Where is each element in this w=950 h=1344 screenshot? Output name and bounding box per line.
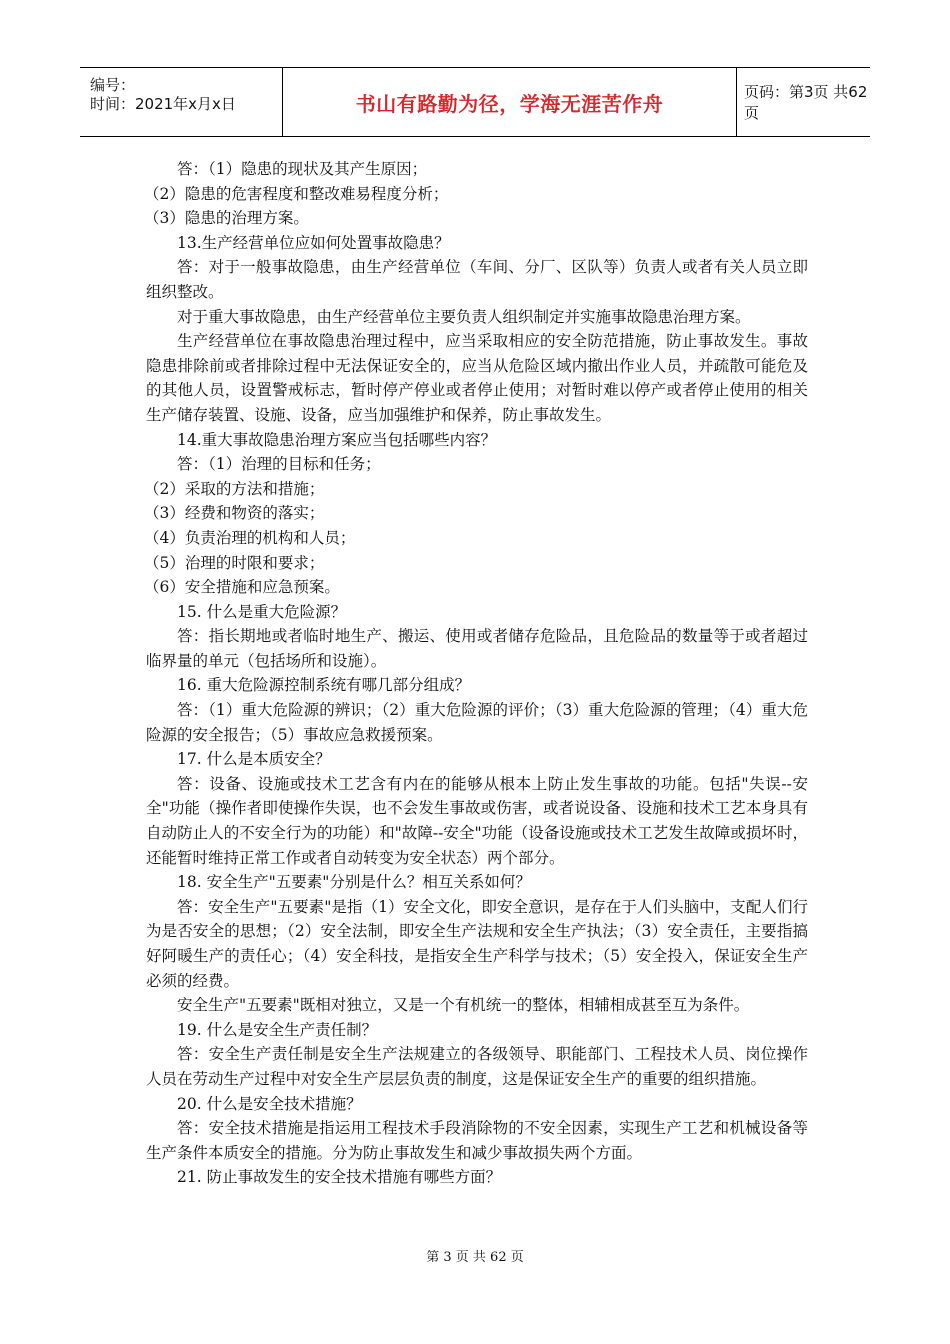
question-heading: 13.生产经营单位应如何处置事故隐患？ [177, 233, 450, 252]
paragraph: 答：（1）重大危险源的辨识；（2）重大危险源的评价；（3）重大危险源的管理；（4）重大危险源的安全报告；（5）事故应急救援预案。 [146, 701, 808, 744]
paragraph: （3）隐患的治理方案。 [144, 209, 309, 228]
header-meta [80, 68, 282, 136]
paragraph: 答：（1）治理的目标和任务； [177, 455, 381, 474]
header-motto: 书山有路勤为径，学海无涯苦作舟 [355, 91, 664, 116]
paragraph: 生产经营单位在事故隐患治理过程中，应当采取相应的安全防范措施，防止事故发生。事故隐患排除前或者排除过程中无法保证安全的，应当从危险区域内撤出作业人员，并疏散可能危及的其他人员，设置警戒标志，暂时停产停业或者停止使用；对暂时难以停产或者停止使用的相关生产储存装置、设施、设备，应当加强维护和保养，防止事故发生。 [146, 332, 808, 424]
paragraph: （4）负责治理的机构和人员； [144, 528, 356, 547]
paragraph: 对于重大事故隐患，由生产经营单位主要负责人组织制定并实施事故隐患治理方案。 [177, 307, 751, 326]
header-page-number: 页码：第3页 共62页 [744, 83, 868, 122]
paragraph: 安全生产"五要素"既相对独立，又是一个有机统一的整体，相辅相成甚至互为条件。 [177, 996, 750, 1015]
paragraph: （2）采取的方法和措施； [144, 479, 325, 498]
document-number: 编号： [90, 76, 136, 94]
header-motto-cell [282, 68, 737, 136]
question-heading: 20. 什么是安全技术措施？ [177, 1094, 362, 1113]
page-footer: 第 3 页 共 62 页 [426, 1250, 524, 1265]
question-heading: 15. 什么是重大危险源？ [177, 602, 347, 621]
paragraph: （5）治理的时限和要求； [144, 553, 325, 572]
paragraph: （3）经费和物资的落实； [144, 504, 325, 523]
document-date: 时间：2021年x月x日 [90, 95, 236, 113]
question-heading: 18. 安全生产"五要素"分别是什么？相互关系如何？ [177, 873, 531, 892]
paragraph: 答：设备、设施或技术工艺含有内在的能够从根本上防止发生事故的功能。包括"失误--安全"功能（操作者即使操作失误，也不会发生事故或伤害，或者说设备、设施和技术工艺本身具有自动防止人的不安全行为的功能）和"故障--安全"功能（设备设施或技术工艺发生故障或损坏时，还能暂时维持正常工作或者自动转变为安全状态）两个部分。 [146, 774, 808, 867]
paragraph: 答：安全生产责任制是安全生产法规建立的各级领导、职能部门、工程技术人员、岗位操作人员在劳动生产过程中对安全生产层层负责的制度，这是保证安全生产的重要的组织措施。 [146, 1045, 808, 1088]
paragraph: 答：安全技术措施是指运用工程技术手段消除物的不安全因素，实现生产工艺和机械设备等生产条件本质安全的措施。分为防止事故发生和减少事故损失两个方面。 [146, 1119, 808, 1162]
paragraph: （6）安全措施和应急预案。 [144, 578, 340, 597]
question-heading: 17. 什么是本质安全？ [177, 750, 331, 769]
document-body [146, 157, 808, 1190]
question-heading: 19. 什么是安全生产责任制？ [177, 1020, 378, 1039]
paragraph: 答：指长期地或者临时地生产、搬运、使用或者储存危险品，且危险品的数量等于或者超过临界量的单元（包括场所和设施）。 [146, 627, 808, 670]
page-header [80, 67, 870, 137]
question-heading: 16. 重大危险源控制系统有哪几部分组成？ [177, 676, 471, 695]
header-page-cell [736, 68, 870, 136]
paragraph: 答：对于一般事故隐患，由生产经营单位（车间、分厂、区队等）负责人或者有关人员立即组织整改。 [146, 258, 808, 301]
paragraph: 答：安全生产"五要素"是指（1）安全文化，即安全意识，是存在于人们头脑中，支配人们行为是否安全的思想；（2）安全法制，即安全生产法规和安全生产执法；（3）安全责任，主要指搞好阿暖生产的责任心；（4）安全科技，是指安全生产科学与技术；（5）安全投入，保证安全生产必须的经费。 [146, 897, 808, 990]
question-heading: 21. 防止事故发生的安全技术措施有哪些方面？ [177, 1168, 502, 1187]
question-heading: 14.重大事故隐患治理方案应当包括哪些内容？ [177, 430, 497, 449]
paragraph: （2）隐患的危害程度和整改难易程度分析； [144, 184, 449, 203]
paragraph: 答：（1）隐患的现状及其产生原因； [177, 160, 428, 178]
